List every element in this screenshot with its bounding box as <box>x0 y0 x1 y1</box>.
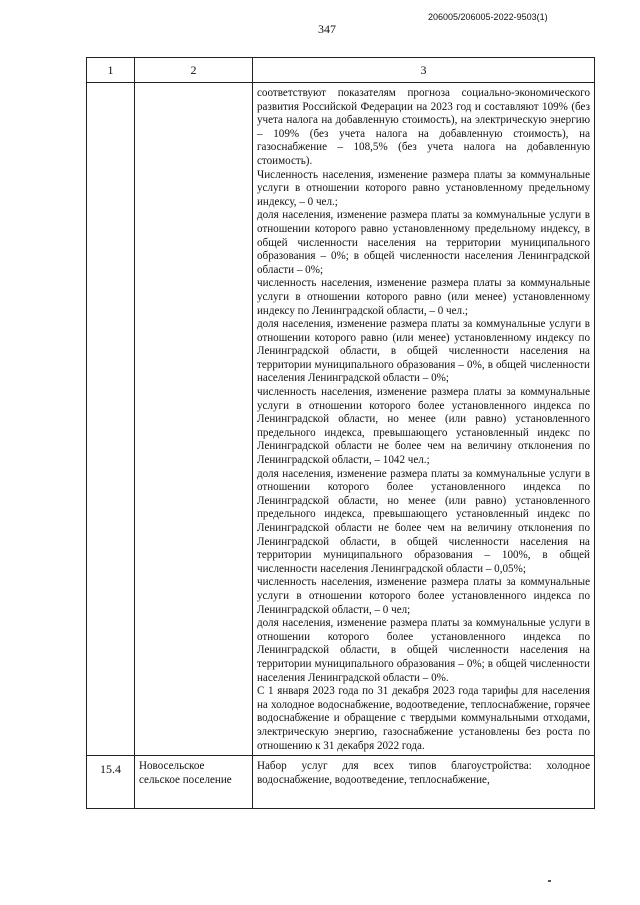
paragraph-share-above-regional-within-limit: доля населения, изменение размера платы за коммунальные услуги в отношении которого более установленного индекса по Ленинградской области, но менее (или равно) установленного предельного индекса, превышающего установленный индекс по Ленинградской области не более чем на величину отклонения по Ленинградской области, в общей численности населения на территории муниципального образования – 100%, в общей численности населения Ленинградской области – 0,05%; <box>257 467 590 575</box>
row-content-wrapper <box>257 760 590 806</box>
paragraph-tariffs-2023: С 1 января 2023 года по 31 декабря 2023 года тарифы для населения на холодное водоснабжение, водоотведение, теплоснабжение, горячее водоснабжение и обращение с твердыми коммунальными отходами, электрическую энергию, газоснабжение установлены без роста по отношению к 31 декабря 2022 года. <box>257 685 590 752</box>
row-content-cell <box>253 756 595 809</box>
paragraph-share-equal-limit: доля населения, изменение размера платы за коммунальные услуги в отношении которого равно установленному предельному индексу, в общей численности населения на территории муниципального образования – 0%; в общей численности населения Ленинградской области – 0%; <box>257 209 590 276</box>
paragraph-count-equal-limit: Численность населения, изменение размера платы за коммунальные услуги в отношении которого равно установленному предельному индексу, – 0 чел.; <box>257 168 590 208</box>
paragraph-count-equal-or-less-regional: численность населения, изменение размера платы за коммунальные услуги в отношении которого равно (или менее) установленному индексу по Ленинградской области, – 0 чел.; <box>257 277 590 317</box>
row-number-cell: 15.4 <box>87 756 135 809</box>
paragraph-count-above-regional: численность населения, изменение размера платы за коммунальные услуги в отношении которого более установленного индекса по Ленинградской области, – 0 чел; <box>257 576 590 616</box>
row-content-cell <box>253 83 595 756</box>
row-number-cell <box>87 83 135 756</box>
table-row-15-4 <box>87 756 595 809</box>
document-id: 206005/206005-2022-9503(1) <box>428 12 548 22</box>
paragraph-forecast-indices: соответствуют показателям прогноза социально-экономического развития Российской Федерации на 2023 год и составляют 109% (без учета налога на добавленную стоимость), на электрическую энергию – 109% (без учета налога на добавленную стоимость), на газоснабжение – 108,5% (без учета налога на добавленную стоимость). <box>257 87 590 167</box>
page-number: 347 <box>318 22 336 36</box>
scan-speck <box>548 880 551 882</box>
paragraph-share-equal-or-less-regional: доля населения, изменение размера платы за коммунальные услуги в отношении которого равно (или менее) установленному индексу по Ленинградской области, в общей численности населения на территории муниципального образования – 0%, в общей численности населения Ленинградской области – 0%; <box>257 318 590 385</box>
column-header-3: 3 <box>253 58 595 83</box>
column-header-2: 2 <box>135 58 253 83</box>
municipal-tariff-table <box>86 57 595 809</box>
paragraph-share-above-regional: доля населения, изменение размера платы за коммунальные услуги в отношении которого более установленного индекса по Ленинградской области, в общей численности населения на территории муниципального образования – 0%; в общей численности населения Ленинградской области – 0%. <box>257 617 590 684</box>
paragraph-count-above-regional-within-limit: численность населения, изменение размера платы за коммунальные услуги в отношении которого более установленного индекса по Ленинградской области, но менее (или равно) установленного предельного индекса, превышающего установленный индекс по Ленинградской области не более чем на величину отклонения по Ленинградской области, – 1042 чел.; <box>257 386 590 467</box>
column-header-1: 1 <box>87 58 135 83</box>
row-name-cell: Новосельское сельское поселение <box>135 756 253 809</box>
table-row-continuation <box>87 83 595 756</box>
row-name-cell <box>135 83 253 756</box>
paragraph-services-set: Набор услуг для всех типов благоустройства: холодное водоснабжение, водоотведение, теплоснабжение, <box>257 760 590 786</box>
table-header-row <box>87 58 595 83</box>
